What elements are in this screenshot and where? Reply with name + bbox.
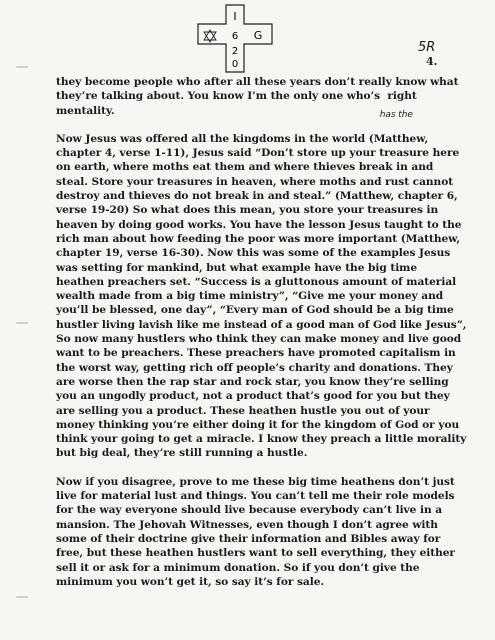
cross-letter: G bbox=[253, 29, 263, 42]
cross-letter: I bbox=[233, 10, 237, 23]
page-header bbox=[0, 0, 495, 78]
handdrawn-cross-icon bbox=[196, 2, 276, 74]
cross-letter: 0 bbox=[231, 59, 239, 70]
paragraph: Now if you disagree, prove to me these big time heathens don’t just live for material lust and things. You can’t tell me their role models for the way everyone should live because everybody can’t live in a mansion. The Jehovah Witnesses, even though I don’t agree with some of their doctrine give their information and Bibles away for free, but these heathen hustlers want to sell everything, they either sell it or ask for a minimum donation. So if you don’t give the minimum you won’t get it, so say it’s for sale. bbox=[56, 475, 455, 588]
cross-letter: 6 bbox=[231, 31, 239, 42]
handwritten-page-number: 5R bbox=[418, 40, 436, 55]
paragraph-text: they become people who after all these years don’t really know what they’re talking about. You know I’m the only one who’s bbox=[56, 76, 459, 103]
paragraph bbox=[56, 75, 468, 121]
paragraph: Now Jesus was offered all the kingdoms in the world (Matthew, chapter 4, verse 1-11), Jesus said “Don’t store up your treasure here on earth, where moths eat them and where thieves break in and steal. Store your treasures in heaven, where moths and rust cannot destroy and thieves do not break in and steal.” (Matthew, chapter 6, verse 19-20) So what does this mean, you store your treasures in heaven by doing good works. You have the lesson Jesus taught to the rich man about how feeding the poor was more important (Matthew, chapter 19, verse 16-30). Now this was some of the examples Jesus was setting for mankind, but what example have the big time heathen preachers set. “Success is a gluttonous amount of material wealth made from a big time ministry”, “Give me your money and you’ll be blessed, one day”, “Every man of God should be a big time hustler living lavish like me instead of a good man of God like Jesus”, So now many hustlers who think they can make money and live good want to be preachers. These preachers have promoted capitalism in the worst way, getting rich off people’s charity and donations. They are worse then the rap star and rock star, you know they’re selling you an ungodly product, not a product that’s good for you but they are selling you a product. These heathen hustle you out of your money thinking you’re either doing it for the kingdom of God or you think your going to get a miracle. I know they preach a little morality but big deal, they’re still running a hustle. bbox=[56, 132, 467, 460]
body-text bbox=[56, 75, 468, 603]
handwritten-insertion-text: has the bbox=[379, 110, 413, 121]
punch-hole-mark bbox=[16, 596, 28, 598]
cross-letter: 2 bbox=[231, 46, 239, 57]
page-number: 4. bbox=[426, 55, 438, 68]
punch-hole-mark bbox=[16, 322, 28, 324]
paragraph-text: right mentality. bbox=[56, 90, 417, 117]
